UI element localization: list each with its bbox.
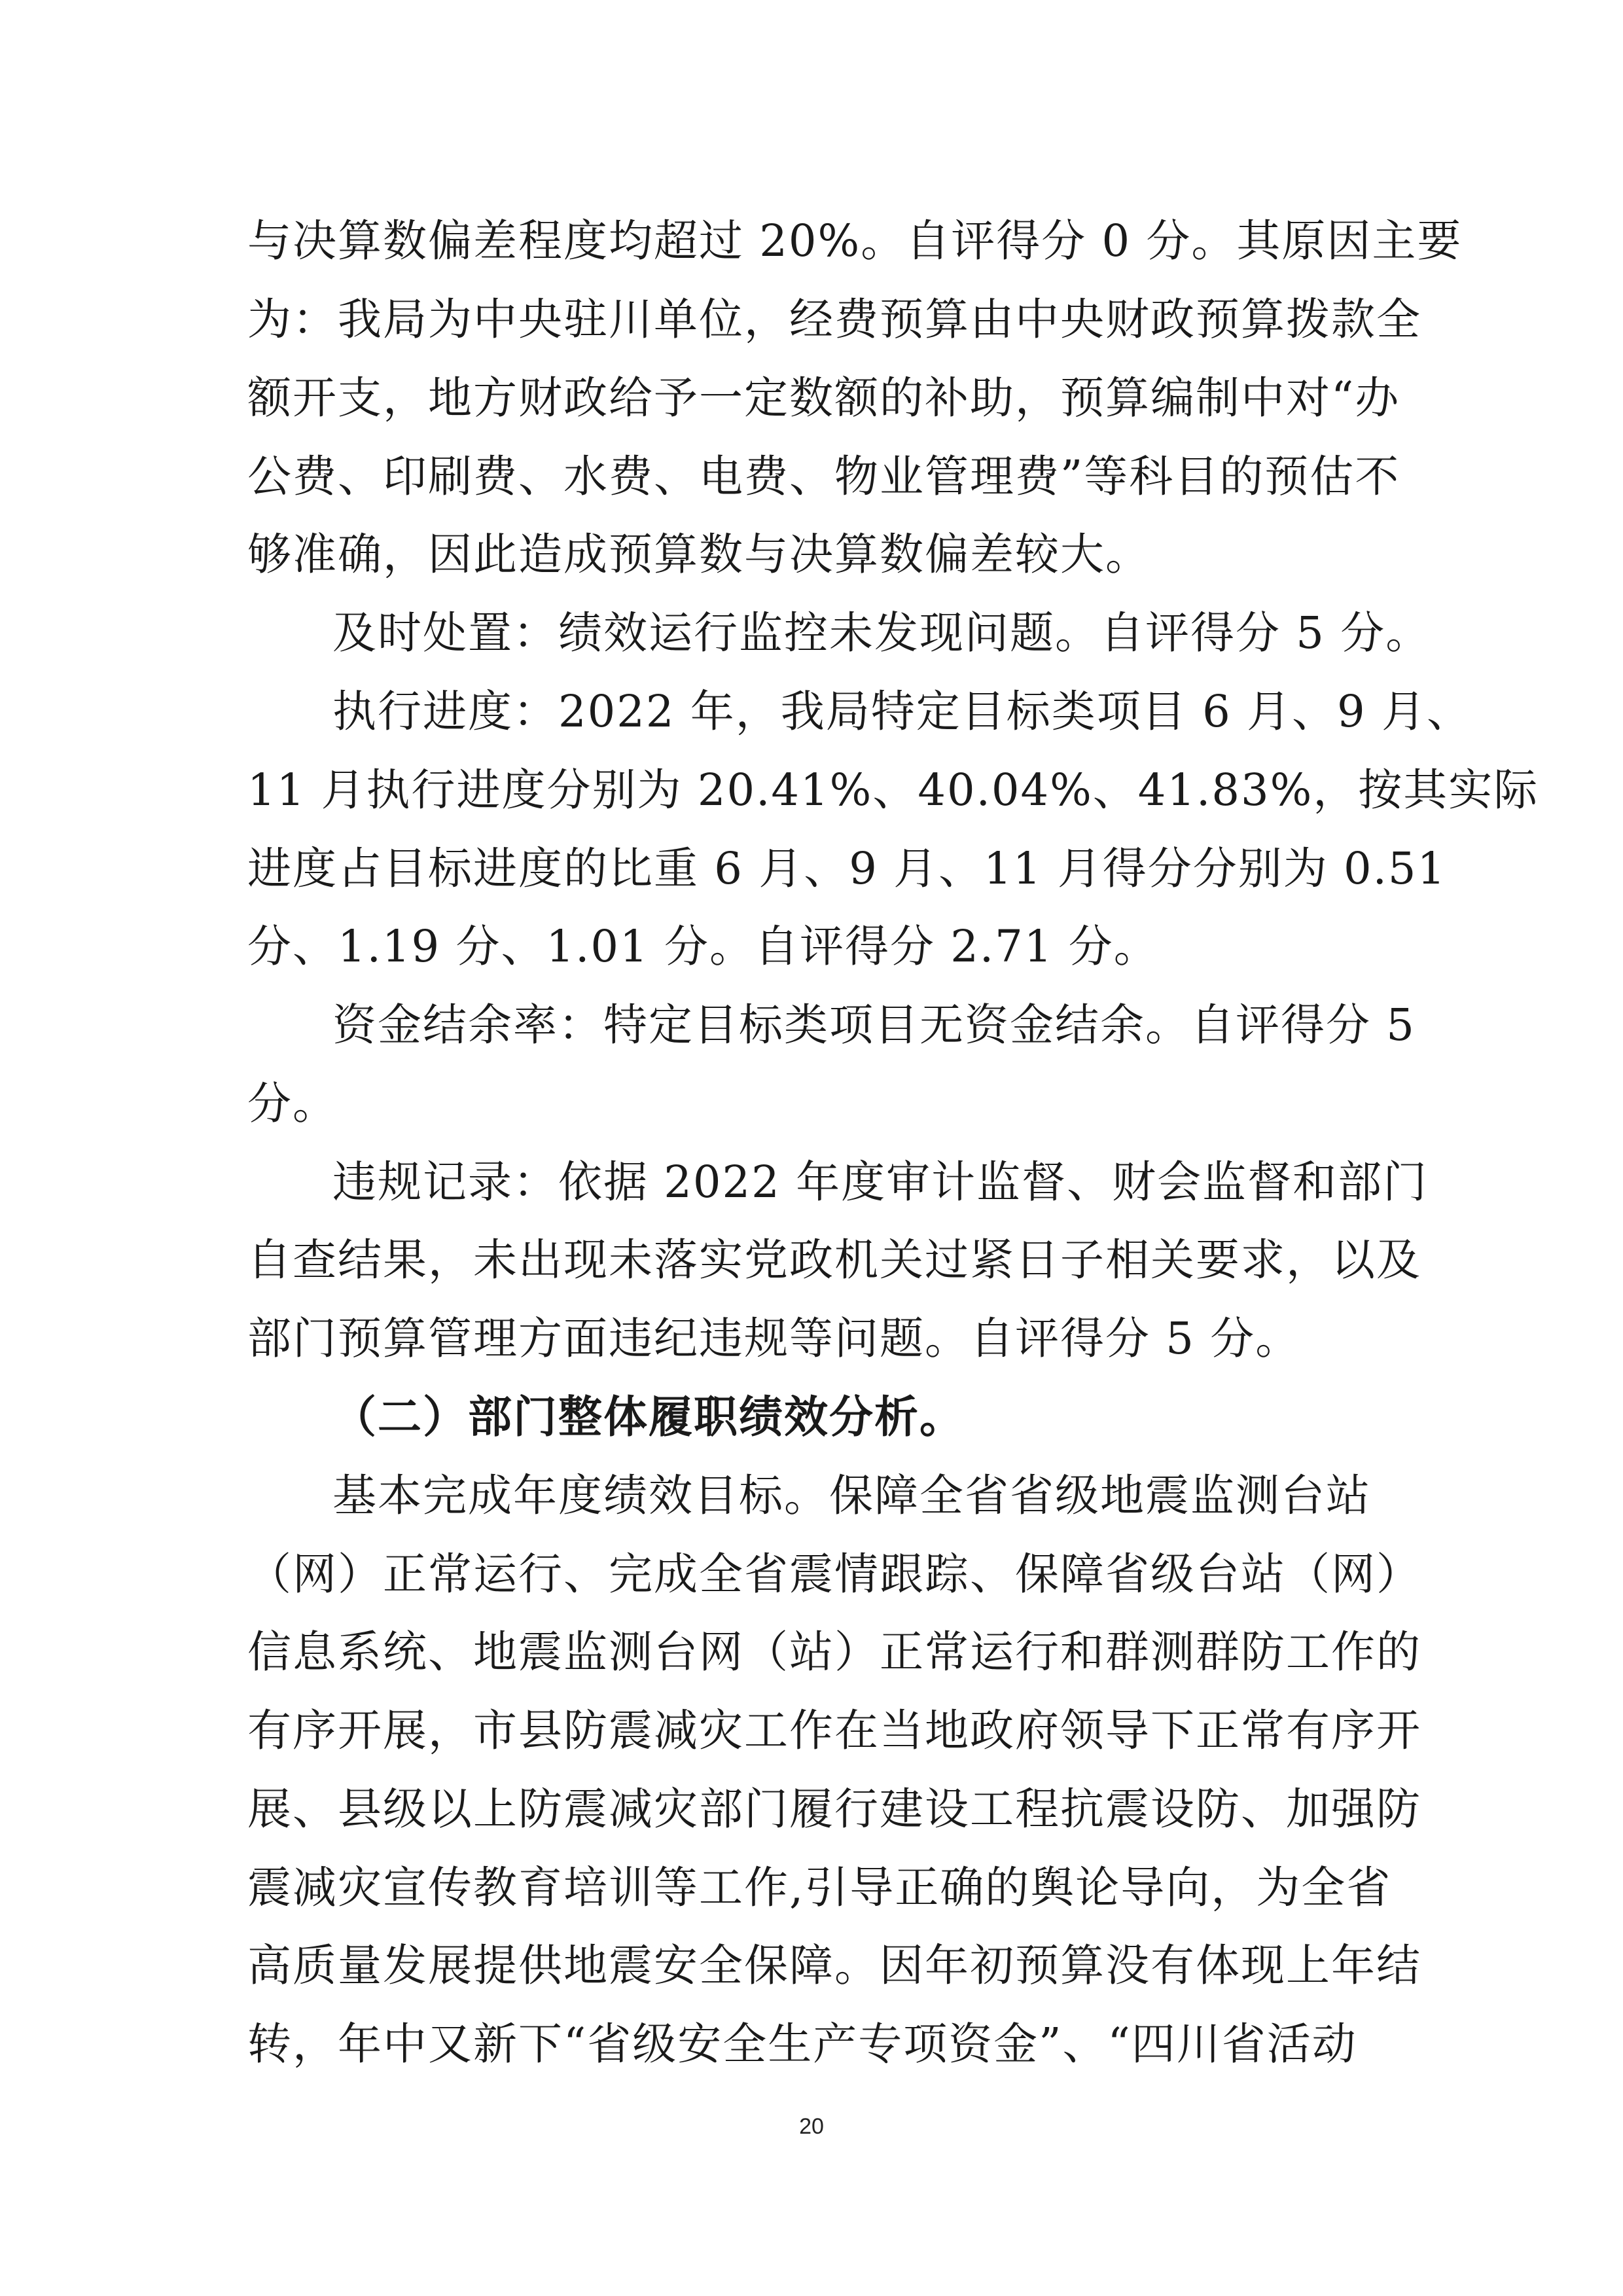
paragraph-line: 进度占目标进度的比重 6 月、9 月、11 月得分分别为 0.51 xyxy=(247,843,1447,894)
paragraph-line: 违规记录：依据 2022 年度审计监督、财会监督和部门 xyxy=(332,1157,1429,1208)
paragraph-line: 及时处置：绩效运行监控未发现问题。自评得分 5 分。 xyxy=(332,607,1431,658)
paragraph-line: 额开支，地方财政给予一定数额的补助，预算编制中对“办 xyxy=(247,372,1400,423)
paragraph-line: 展、县级以上防震减灾部门履行建设工程抗震设防、加强防 xyxy=(247,1784,1421,1835)
paragraph-line: 信息系统、地震监测台网（站）正常运行和群测群防工作的 xyxy=(247,1626,1421,1677)
paragraph-line: 震减灾宣传教育培训等工作,引导正确的舆论导向，为全省 xyxy=(247,1862,1392,1913)
paragraph-line: 部门预算管理方面违纪违规等问题。自评得分 5 分。 xyxy=(247,1313,1301,1364)
paragraph-line: 为：我局为中央驻川单位，经费预算由中央财政预算拨款全 xyxy=(247,294,1421,345)
paragraph-line: 执行进度：2022 年，我局特定目标类项目 6 月、9 月、 xyxy=(332,686,1472,737)
paragraph-line: 资金结余率：特定目标类项目无资金结余。自评得分 5 xyxy=(332,999,1416,1050)
paragraph-line: 分、1.19 分、1.01 分。自评得分 2.71 分。 xyxy=(247,921,1159,972)
paragraph-line: 分。 xyxy=(247,1078,338,1129)
paragraph-line: 转，年中又新下“省级安全生产专项资金”、“四川省活动 xyxy=(247,2018,1357,2070)
paragraph-line: 11 月执行进度分别为 20.41%、40.04%、41.83%，按其实际 xyxy=(247,764,1539,816)
paragraph-line: 高质量发展提供地震安全保障。因年初预算没有体现上年结 xyxy=(247,1940,1421,1991)
paragraph-line: 有序开展，市县防震减灾工作在当地政府领导下正常有序开 xyxy=(247,1705,1421,1756)
paragraph-line: 自查结果，未出现未落实党政机关过紧日子相关要求，以及 xyxy=(247,1234,1421,1285)
section-heading: （二）部门整体履职绩效分析。 xyxy=(332,1391,965,1443)
paragraph-line: 基本完成年度绩效目标。保障全省省级地震监测台站 xyxy=(332,1470,1371,1521)
paragraph-line: 够准确，因此造成预算数与决算数偏差较大。 xyxy=(247,529,1150,580)
paragraph-line: 公费、印刷费、水费、电费、物业管理费”等科目的预估不 xyxy=(247,451,1400,502)
paragraph-line: （网）正常运行、完成全省震情跟踪、保障省级台站（网） xyxy=(247,1549,1421,1600)
page-number: 20 xyxy=(799,2114,824,2139)
paragraph-line: 与决算数偏差程度均超过 20%。自评得分 0 分。其原因主要 xyxy=(247,215,1463,266)
